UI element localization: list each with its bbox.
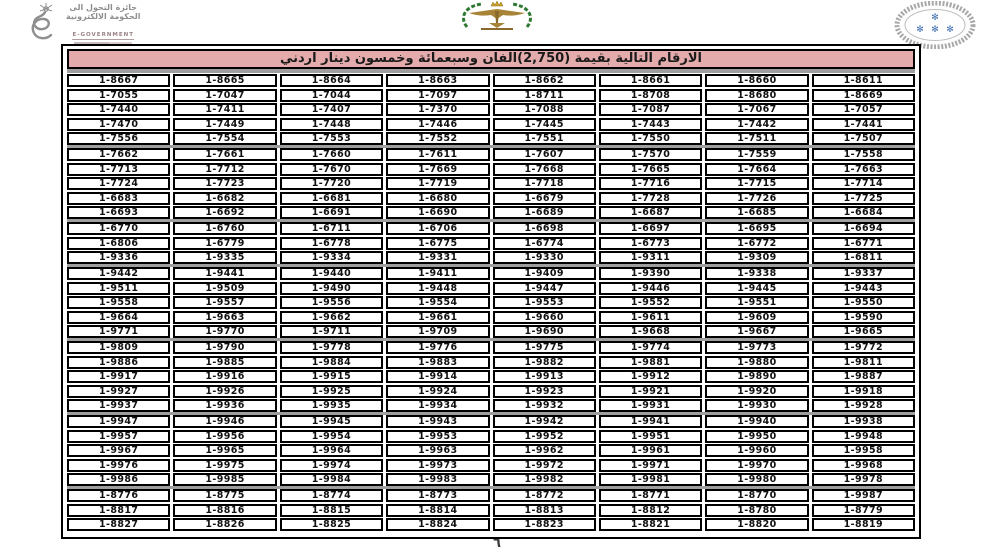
table-row	[67, 385, 915, 398]
number-cell: 1-9946	[173, 415, 276, 428]
number-cell: 1-9974	[280, 459, 383, 472]
number-cell: 1-7511	[705, 132, 808, 145]
number-cell: 1-9932	[493, 399, 596, 412]
number-cell: 1-9809	[67, 341, 170, 354]
table-row	[67, 459, 915, 472]
number-cell: 1-9921	[599, 385, 702, 398]
number-cell: 1-8821	[599, 518, 702, 531]
number-cell: 1-7662	[67, 148, 170, 161]
number-cell: 1-9771	[67, 325, 170, 338]
number-cell: 1-8667	[67, 74, 170, 87]
table-row	[67, 504, 915, 517]
number-cell: 1-8824	[386, 518, 489, 531]
number-cell: 1-8774	[280, 489, 383, 502]
number-cell: 1-8661	[599, 74, 702, 87]
number-cell: 1-7716	[599, 177, 702, 190]
number-cell: 1-7552	[386, 132, 489, 145]
number-cell: 1-7720	[280, 177, 383, 190]
number-cell: 1-9336	[67, 251, 170, 264]
number-cell: 1-9916	[173, 370, 276, 383]
number-cell: 1-9446	[599, 282, 702, 295]
table-row	[67, 430, 915, 443]
number-cell: 1-7370	[386, 103, 489, 116]
number-cell: 1-6695	[705, 222, 808, 235]
number-cell: 1-9983	[386, 473, 489, 486]
number-cell: 1-9938	[812, 415, 915, 428]
number-cell: 1-9882	[493, 356, 596, 369]
number-cell: 1-8669	[812, 89, 915, 102]
number-cell: 1-6772	[705, 237, 808, 250]
number-cell: 1-9668	[599, 325, 702, 338]
number-cell: 1-9964	[280, 444, 383, 457]
number-cell: 1-9965	[173, 444, 276, 457]
number-cell: 1-9709	[386, 325, 489, 338]
number-cell: 1-7057	[812, 103, 915, 116]
number-cell: 1-9945	[280, 415, 383, 428]
number-cell: 1-8770	[705, 489, 808, 502]
number-cell: 1-9772	[812, 341, 915, 354]
number-cell: 1-8815	[280, 504, 383, 517]
number-cell: 1-9662	[280, 311, 383, 324]
number-cell: 1-8660	[705, 74, 808, 87]
number-cell: 1-7440	[67, 103, 170, 116]
number-cell: 1-8826	[173, 518, 276, 531]
number-cell: 1-6690	[386, 206, 489, 219]
number-cell: 1-9440	[280, 267, 383, 280]
svg-text:✻: ✻	[946, 25, 954, 35]
number-cell: 1-7088	[493, 103, 596, 116]
number-cell: 1-6775	[386, 237, 489, 250]
number-cell: 1-7047	[173, 89, 276, 102]
number-cell: 1-8711	[493, 89, 596, 102]
number-cell: 1-9928	[812, 399, 915, 412]
table-row	[67, 148, 915, 161]
number-cell: 1-7407	[280, 103, 383, 116]
number-cell: 1-9509	[173, 282, 276, 295]
number-cell: 1-7664	[705, 163, 808, 176]
number-cell: 1-8779	[812, 504, 915, 517]
number-cell: 1-9553	[493, 296, 596, 309]
number-cell: 1-9968	[812, 459, 915, 472]
number-cell: 1-9775	[493, 341, 596, 354]
table-row	[67, 177, 915, 190]
numbers-grid	[67, 74, 915, 533]
number-cell: 1-8823	[493, 518, 596, 531]
number-cell: 1-6683	[67, 192, 170, 205]
number-cell: 1-6706	[386, 222, 489, 235]
table-row	[67, 192, 915, 205]
numbers-table	[61, 44, 921, 539]
number-cell: 1-7551	[493, 132, 596, 145]
number-cell: 1-8775	[173, 489, 276, 502]
table-row	[67, 518, 915, 531]
egov-award-logo	[24, 3, 140, 49]
number-cell: 1-7443	[599, 118, 702, 131]
number-cell: 1-9557	[173, 296, 276, 309]
number-cell: 1-9309	[705, 251, 808, 264]
number-cell: 1-9390	[599, 267, 702, 280]
number-cell: 1-9609	[705, 311, 808, 324]
number-cell: 1-9941	[599, 415, 702, 428]
number-cell: 1-9942	[493, 415, 596, 428]
number-cell: 1-7441	[812, 118, 915, 131]
number-cell: 1-9590	[812, 311, 915, 324]
number-cell: 1-9978	[812, 473, 915, 486]
number-cell: 1-7718	[493, 177, 596, 190]
number-cell: 1-6689	[493, 206, 596, 219]
number-cell: 1-9975	[173, 459, 276, 472]
number-cell: 1-9881	[599, 356, 702, 369]
number-cell: 1-9952	[493, 430, 596, 443]
number-cell: 1-9558	[67, 296, 170, 309]
number-cell: 1-9935	[280, 399, 383, 412]
number-cell: 1-7470	[67, 118, 170, 131]
number-cell: 1-7728	[599, 192, 702, 205]
number-cell: 1-9811	[812, 356, 915, 369]
number-cell: 1-8813	[493, 504, 596, 517]
number-cell: 1-6679	[493, 192, 596, 205]
number-cell: 1-9442	[67, 267, 170, 280]
table-row	[67, 206, 915, 219]
number-cell: 1-9663	[173, 311, 276, 324]
table-row	[67, 399, 915, 412]
number-cell: 1-6778	[280, 237, 383, 250]
number-cell: 1-9556	[280, 296, 383, 309]
table-row	[67, 489, 915, 502]
number-cell: 1-9441	[173, 267, 276, 280]
number-cell: 1-9948	[812, 430, 915, 443]
number-cell: 1-9956	[173, 430, 276, 443]
number-cell: 1-9411	[386, 267, 489, 280]
number-cell: 1-9987	[812, 489, 915, 502]
number-cell: 1-9950	[705, 430, 808, 443]
number-cell: 1-7554	[173, 132, 276, 145]
svg-text:✻: ✻	[931, 25, 939, 35]
number-cell: 1-9445	[705, 282, 808, 295]
number-cell: 1-9927	[67, 385, 170, 398]
number-cell: 1-7715	[705, 177, 808, 190]
number-cell: 1-9958	[812, 444, 915, 457]
number-cell: 1-7668	[493, 163, 596, 176]
number-cell: 1-7411	[173, 103, 276, 116]
number-cell: 1-6697	[599, 222, 702, 235]
table-row	[67, 296, 915, 309]
number-cell: 1-8820	[705, 518, 808, 531]
number-cell: 1-9971	[599, 459, 702, 472]
table-row	[67, 325, 915, 338]
number-cell: 1-9886	[67, 356, 170, 369]
number-cell: 1-9962	[493, 444, 596, 457]
number-cell: 1-9985	[173, 473, 276, 486]
number-cell: 1-9490	[280, 282, 383, 295]
number-cell: 1-7067	[705, 103, 808, 116]
number-cell: 1-7507	[812, 132, 915, 145]
number-cell: 1-7449	[173, 118, 276, 131]
table-row	[67, 473, 915, 486]
number-cell: 1-7442	[705, 118, 808, 131]
number-cell: 1-9776	[386, 341, 489, 354]
number-cell: 1-9982	[493, 473, 596, 486]
number-cell: 1-9554	[386, 296, 489, 309]
number-cell: 1-9887	[812, 370, 915, 383]
number-cell: 1-9773	[705, 341, 808, 354]
number-cell: 1-7712	[173, 163, 276, 176]
number-cell: 1-6806	[67, 237, 170, 250]
number-cell: 1-9930	[705, 399, 808, 412]
number-cell: 1-9409	[493, 267, 596, 280]
number-cell: 1-9923	[493, 385, 596, 398]
number-cell: 1-7669	[386, 163, 489, 176]
number-cell: 1-9774	[599, 341, 702, 354]
number-cell: 1-8665	[173, 74, 276, 87]
number-cell: 1-9661	[386, 311, 489, 324]
number-cell: 1-8816	[173, 504, 276, 517]
number-cell: 1-7607	[493, 148, 596, 161]
table-row	[67, 341, 915, 354]
number-cell: 1-9924	[386, 385, 489, 398]
number-cell: 1-9940	[705, 415, 808, 428]
number-cell: 1-8825	[280, 518, 383, 531]
number-cell: 1-9936	[173, 399, 276, 412]
number-cell: 1-9331	[386, 251, 489, 264]
number-cell: 1-6681	[280, 192, 383, 205]
number-cell: 1-9447	[493, 282, 596, 295]
number-cell: 1-6684	[812, 206, 915, 219]
number-cell: 1-6693	[67, 206, 170, 219]
table-row	[67, 282, 915, 295]
number-cell: 1-9337	[812, 267, 915, 280]
table-row	[67, 444, 915, 457]
number-cell: 1-7448	[280, 118, 383, 131]
number-cell: 1-9967	[67, 444, 170, 457]
table-row	[67, 237, 915, 250]
number-cell: 1-6773	[599, 237, 702, 250]
svg-text:✻: ✻	[931, 13, 939, 23]
number-cell: 1-9667	[705, 325, 808, 338]
circular-seal-icon	[893, 1, 977, 49]
number-cell: 1-7445	[493, 118, 596, 131]
number-cell: 1-8819	[812, 518, 915, 531]
number-cell: 1-9937	[67, 399, 170, 412]
number-cell: 1-8772	[493, 489, 596, 502]
table-row	[67, 74, 915, 87]
number-cell: 1-8817	[67, 504, 170, 517]
table-row	[67, 118, 915, 131]
number-cell: 1-6692	[173, 206, 276, 219]
number-cell: 1-7097	[386, 89, 489, 102]
number-cell: 1-8812	[599, 504, 702, 517]
number-cell: 1-9885	[173, 356, 276, 369]
number-cell: 1-9920	[705, 385, 808, 398]
number-cell: 1-7556	[67, 132, 170, 145]
number-cell: 1-6687	[599, 206, 702, 219]
egov-award-line3: E-GOVERNMENT	[72, 32, 134, 38]
number-cell: 1-9330	[493, 251, 596, 264]
number-cell: 1-9778	[280, 341, 383, 354]
number-cell: 1-9951	[599, 430, 702, 443]
number-cell: 1-9917	[67, 370, 170, 383]
number-cell: 1-7446	[386, 118, 489, 131]
number-cell: 1-9913	[493, 370, 596, 383]
number-cell: 1-9611	[599, 311, 702, 324]
number-cell: 1-8662	[493, 74, 596, 87]
number-cell: 1-7670	[280, 163, 383, 176]
number-cell: 1-9665	[812, 325, 915, 338]
number-cell: 1-7723	[173, 177, 276, 190]
number-cell: 1-6680	[386, 192, 489, 205]
number-cell: 1-9660	[493, 311, 596, 324]
number-cell: 1-9960	[705, 444, 808, 457]
number-cell: 1-6711	[280, 222, 383, 235]
number-cell: 1-9664	[67, 311, 170, 324]
page-number: ٦	[493, 536, 501, 551]
number-cell: 1-7724	[67, 177, 170, 190]
number-cell: 1-6685	[705, 206, 808, 219]
number-cell: 1-8680	[705, 89, 808, 102]
number-cell: 1-9953	[386, 430, 489, 443]
number-cell: 1-8814	[386, 504, 489, 517]
number-cell: 1-7661	[173, 148, 276, 161]
egov-award-swirl-icon	[24, 3, 62, 43]
number-cell: 1-6694	[812, 222, 915, 235]
number-cell: 1-9947	[67, 415, 170, 428]
number-cell: 1-7611	[386, 148, 489, 161]
number-cell: 1-9770	[173, 325, 276, 338]
number-cell: 1-9943	[386, 415, 489, 428]
table-row	[67, 163, 915, 176]
number-cell: 1-7044	[280, 89, 383, 102]
number-cell: 1-7663	[812, 163, 915, 176]
number-cell: 1-9963	[386, 444, 489, 457]
number-cell: 1-6811	[812, 251, 915, 264]
number-cell: 1-9511	[67, 282, 170, 295]
number-cell: 1-6774	[493, 237, 596, 250]
table-row	[67, 311, 915, 324]
table-row	[67, 356, 915, 369]
number-cell: 1-7719	[386, 177, 489, 190]
number-cell: 1-9335	[173, 251, 276, 264]
number-cell: 1-6698	[493, 222, 596, 235]
number-cell: 1-9880	[705, 356, 808, 369]
number-cell: 1-9884	[280, 356, 383, 369]
number-cell: 1-6771	[812, 237, 915, 250]
number-cell: 1-8776	[67, 489, 170, 502]
svg-text:✻: ✻	[916, 25, 924, 35]
number-cell: 1-9926	[173, 385, 276, 398]
number-cell: 1-9980	[705, 473, 808, 486]
psd-emblem-icon	[437, 1, 557, 33]
number-cell: 1-6682	[173, 192, 276, 205]
number-cell: 1-9973	[386, 459, 489, 472]
number-cell: 1-8664	[280, 74, 383, 87]
table-row	[67, 89, 915, 102]
number-cell: 1-9931	[599, 399, 702, 412]
number-cell: 1-9448	[386, 282, 489, 295]
number-cell: 1-9914	[386, 370, 489, 383]
number-cell: 1-9338	[705, 267, 808, 280]
egov-award-line2: الحكومة الالكترونية	[66, 12, 141, 21]
number-cell: 1-7559	[705, 148, 808, 161]
number-cell: 1-9883	[386, 356, 489, 369]
number-cell: 1-9443	[812, 282, 915, 295]
number-cell: 1-9890	[705, 370, 808, 383]
number-cell: 1-7665	[599, 163, 702, 176]
table-row	[67, 415, 915, 428]
number-cell: 1-6760	[173, 222, 276, 235]
number-cell: 1-9915	[280, 370, 383, 383]
number-cell: 1-9957	[67, 430, 170, 443]
number-cell: 1-7714	[812, 177, 915, 190]
number-cell: 1-9961	[599, 444, 702, 457]
number-cell: 1-7725	[812, 192, 915, 205]
number-cell: 1-9912	[599, 370, 702, 383]
number-cell: 1-7550	[599, 132, 702, 145]
number-cell: 1-7553	[280, 132, 383, 145]
number-cell: 1-7558	[812, 148, 915, 161]
table-row	[67, 267, 915, 280]
table-row	[67, 251, 915, 264]
number-cell: 1-9918	[812, 385, 915, 398]
number-cell: 1-8708	[599, 89, 702, 102]
number-cell: 1-6691	[280, 206, 383, 219]
number-cell: 1-7087	[599, 103, 702, 116]
number-cell: 1-9552	[599, 296, 702, 309]
number-cell: 1-8780	[705, 504, 808, 517]
number-cell: 1-8773	[386, 489, 489, 502]
number-cell: 1-8827	[67, 518, 170, 531]
table-row	[67, 370, 915, 383]
number-cell: 1-9925	[280, 385, 383, 398]
number-cell: 1-7055	[67, 89, 170, 102]
egov-award-line1: جائزة التحول الى	[69, 3, 138, 12]
number-cell: 1-9690	[493, 325, 596, 338]
number-cell: 1-7570	[599, 148, 702, 161]
number-cell: 1-9711	[280, 325, 383, 338]
number-cell: 1-9551	[705, 296, 808, 309]
number-cell: 1-9550	[812, 296, 915, 309]
number-cell: 1-9934	[386, 399, 489, 412]
number-cell: 1-7660	[280, 148, 383, 161]
number-cell: 1-6770	[67, 222, 170, 235]
number-cell: 1-9311	[599, 251, 702, 264]
number-cell: 1-9970	[705, 459, 808, 472]
number-cell: 1-9972	[493, 459, 596, 472]
number-cell: 1-8611	[812, 74, 915, 87]
number-cell: 1-9334	[280, 251, 383, 264]
table-row	[67, 132, 915, 145]
number-cell: 1-8771	[599, 489, 702, 502]
number-cell: 1-6779	[173, 237, 276, 250]
number-cell: 1-9790	[173, 341, 276, 354]
number-cell: 1-9986	[67, 473, 170, 486]
number-cell: 1-9976	[67, 459, 170, 472]
number-cell: 1-9981	[599, 473, 702, 486]
number-cell: 1-8663	[386, 74, 489, 87]
number-cell: 1-9954	[280, 430, 383, 443]
number-cell: 1-7713	[67, 163, 170, 176]
table-row	[67, 222, 915, 235]
table-header-title: الارقام التالية بقيمة (2,750)الفان وسبعمائة وخمسون دينار اردني	[67, 49, 915, 69]
table-row	[67, 103, 915, 116]
number-cell: 1-9984	[280, 473, 383, 486]
number-cell: 1-7726	[705, 192, 808, 205]
